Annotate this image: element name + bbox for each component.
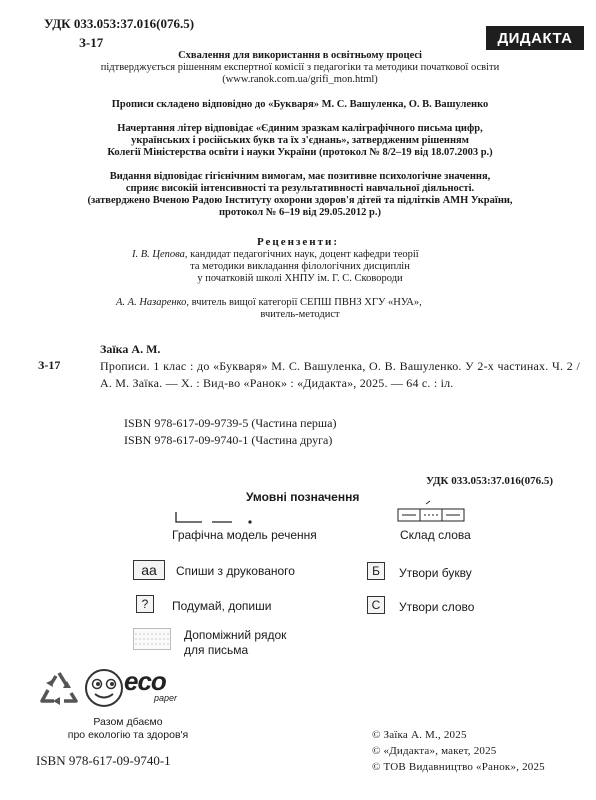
copyright-author: © Заїка А. М., 2025 [372,729,467,741]
make-letter-label: Утвори букву [399,566,472,580]
eco-caption [38,716,218,742]
eco-paper-logo [124,666,186,708]
bibliography-author: Заїка А. М. [100,342,161,356]
udk-code-bottom: УДК 033.053:37.016(076.5) [426,475,553,487]
bibliography-text: Прописи. 1 клас : до «Букваря» М. С. Вашуленка, О. В. Вашуленко. У 2-х частинах. Ч. 2 / А. М. Заїка. — Х. : Вид-во «Ранок» : «Дидакта», 2025. — 64 с. : іл. [100,359,580,390]
copyright-didakta: © «Дидакта», макет, 2025 [372,745,497,757]
aux-line-label-2: для письма [184,643,249,657]
aux-line-icon [133,628,171,650]
hygiene-line-1: Видання відповідає гігієнічним вимогам, має позитивне психологічне значення, [109,171,491,182]
eco-caption-line-1: Разом дбаємо [93,716,163,728]
reviewer-1-desc: , кандидат педагогічних наук, доцент кафедри теорії [184,249,419,260]
syllable-label: Склад слова [400,528,471,542]
author-code: З-17 [79,35,104,50]
reviewer-2-desc: , вчитель вищої категорії СЕПШ ПВНЗ ХГУ «НУА», [186,297,422,308]
bibliography-code: З-17 [38,358,61,372]
copyright-ranok: © ТОВ Видавництво «Ранок», 2025 [372,761,545,773]
reviewer-1-line-2: та методики викладання філологічних дисциплін [190,261,410,272]
recycle-icon [38,668,80,708]
letters-line-3: Колегії Міністерства освіти і науки України (протокол № 8/2–19 від 18.07.2003 р.) [107,147,493,158]
approval-line-2: підтверджується рішенням експертної комісії з педагогіки та методики початкової освіти [100,62,500,73]
approval-line-1: Схвалення для використання в освітньому процесі [178,50,422,61]
make-word-icon: С [367,596,385,614]
publisher-logo: ДИДАКТА [486,26,584,50]
make-letter-icon: Б [367,562,385,580]
hygiene-line-4: протокол № 6–19 від 29.05.2012 р.) [219,207,381,218]
sentence-model-icon [172,509,262,525]
compiled-line: Прописи складено відповідно до «Букваря» М. С. Вашуленка, О. В. Вашуленко [111,99,489,110]
smiley-icon [84,668,124,708]
eco-paper-word: paper [154,693,178,703]
isbn-part-2: ISBN 978-617-09-9740-1 (Частина друга) [124,433,333,447]
question-icon: ? [136,595,154,613]
approval-line-3: (www.ranok.com.ua/grifi_mon.html) [222,74,378,85]
isbn-part-1: ISBN 978-617-09-9739-5 (Частина перша) [124,416,337,430]
reviewer-2-name: А. А. Назаренко [116,297,187,308]
letters-line-1: Начертання літер відповідає «Єдиним зразкам каліграфічного письма цифр, [117,123,483,134]
aux-line-label-1: Допоміжний рядок [184,628,287,642]
hygiene-line-2: сприяє високій інтенсивності та результативності навчальної діяльності. [125,183,475,194]
copy-printed-icon: аa [133,560,165,580]
eco-word: eco [124,666,166,696]
eco-caption-line-2: про екологію та здоров'я [67,729,189,741]
make-word-label: Утвори слово [399,600,475,614]
letters-line-2: українських і російських букв та їх з'єднань», затвердженим рішенням [131,135,469,146]
think-label: Подумай, допиши [172,599,272,613]
reviewer-1-name: І. В. Цепова [132,249,185,260]
reviewer-2-line-2: вчитель-методист [260,309,340,320]
legend-title: Умовні позначення [246,490,360,504]
copy-printed-label: Спиши з друкованого [176,564,295,578]
sentence-model-label: Графічна модель речення [172,528,317,542]
isbn-bottom: ISBN 978-617-09-9740-1 [36,753,171,768]
hygiene-line-3: (затверджено Вченою Радою Інституту охорони здоров'я дітей та підлітків АМН України, [87,195,513,206]
reviewer-2-line-1 [116,297,422,309]
reviewers-title: Рецензенти: [256,236,340,248]
reviewer-1-line-3: у початковій школі ХНПУ ім. Г. С. Сковороди [197,273,403,284]
udk-code: УДК 033.053:37.016(076.5) [44,16,195,31]
syllable-icon [396,500,468,526]
reviewer-1-line-1 [132,249,419,261]
